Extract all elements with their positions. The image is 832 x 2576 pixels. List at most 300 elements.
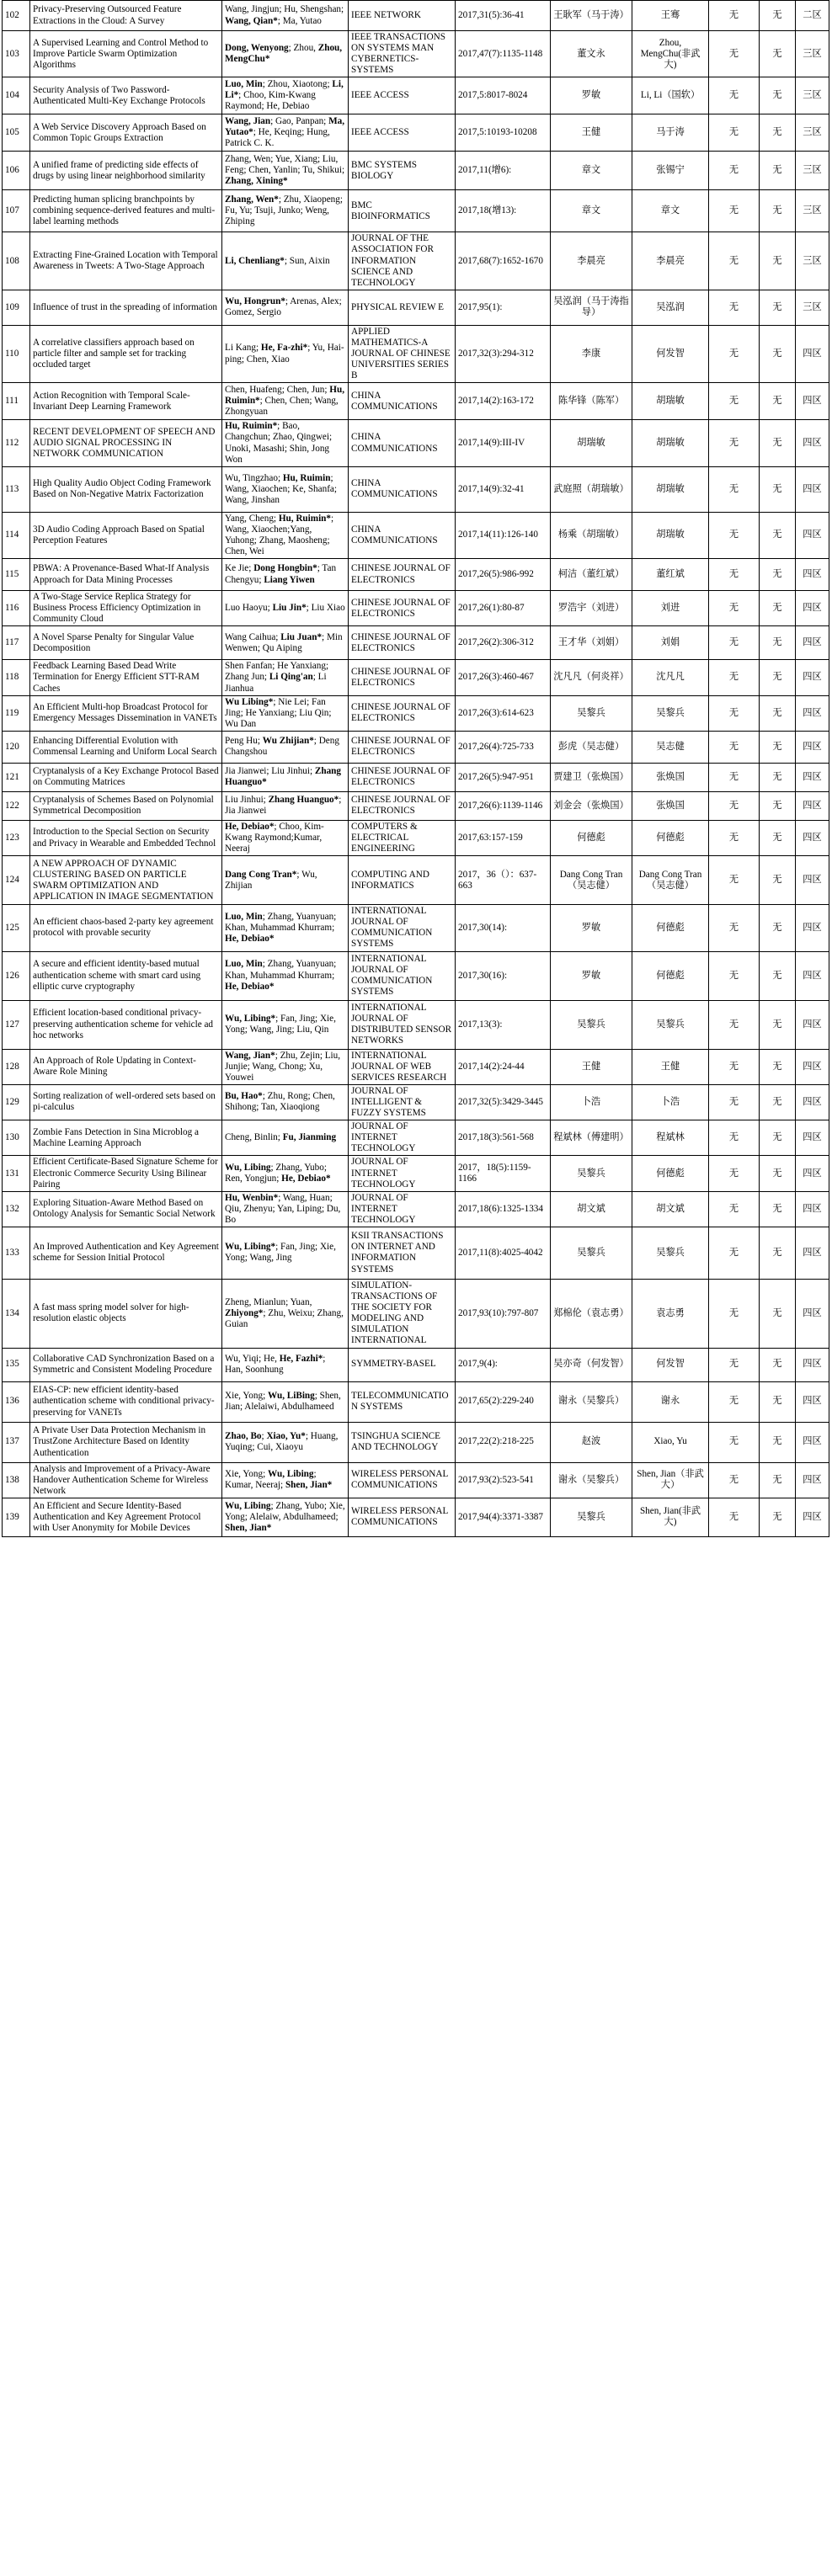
- corresponding-author-cell: 何发智: [632, 1348, 709, 1381]
- author-highlight: Li, Chenliang*: [225, 255, 285, 266]
- paper-title-cell: A correlative classifiers approach based on particle filter and sample set for tracking occluded target: [30, 325, 222, 382]
- author-highlight: Hu, Ruimin*: [225, 421, 278, 432]
- first-author-cell: 王健: [551, 1049, 632, 1084]
- author-text: ; Sun, Aixin: [284, 255, 330, 266]
- authors-cell: [222, 731, 349, 763]
- corresponding-author-cell: 何德彪: [632, 905, 709, 951]
- journal-cell: IEEE TRANSACTIONS ON SYSTEMS MAN CYBERNETICS-SYSTEMS: [349, 31, 456, 77]
- authors-cell: [222, 763, 349, 791]
- author-highlight: Zhao, Bo: [225, 1430, 262, 1441]
- first-author-cell: 吴黎兵: [551, 1227, 632, 1279]
- paper-title-cell: Privacy-Preserving Outsourced Feature Extractions in the Cloud: A Survey: [30, 1, 222, 31]
- jcr-zone-cell: 四区: [796, 1381, 829, 1422]
- journal-cell: INTERNATIONAL JOURNAL OF DISTRIBUTED SENSOR NETWORKS: [349, 1000, 456, 1049]
- paper-title-cell: High Quality Audio Object Coding Framework Based on Non-Negative Matrix Factorization: [30, 466, 222, 512]
- journal-cell: CHINA COMMUNICATIONS: [349, 420, 456, 466]
- publication-rows: [3, 1, 829, 1537]
- flag-cell-2: 无: [760, 420, 796, 466]
- first-author-cell: 柯洁（董红斌）: [551, 559, 632, 591]
- row-number-cell: 115: [3, 559, 30, 591]
- paper-title-cell: A Web Service Discovery Approach Based on Common Topic Groups Extraction: [30, 114, 222, 152]
- authors-cell: [222, 820, 349, 855]
- author-highlight: He, Debiao*: [225, 821, 275, 832]
- author-text: ;: [261, 1430, 267, 1441]
- first-author-cell: 章文: [551, 152, 632, 190]
- author-text: Peng Hu;: [225, 736, 263, 747]
- jcr-zone-cell: 四区: [796, 1000, 829, 1049]
- journal-cell: CHINESE JOURNAL OF ELECTRONICS: [349, 626, 456, 660]
- author-text: ; Gao, Panpan;: [270, 116, 329, 127]
- journal-cell: BMC SYSTEMS BIOLOGY: [349, 152, 456, 190]
- author-text: ; Arenas, Alex; Gomez, Sergio: [225, 296, 342, 318]
- author-highlight: Wu, Libing*: [225, 1242, 276, 1253]
- table-row: [3, 325, 829, 382]
- flag-cell-2: 无: [760, 512, 796, 558]
- journal-cell: INTERNATIONAL JOURNAL OF COMMUNICATION SYSTEMS: [349, 951, 456, 1000]
- flag-cell-2: 无: [760, 466, 796, 512]
- author-highlight: Wu, Libing: [225, 1162, 271, 1173]
- paper-title-cell: Collaborative CAD Synchronization Based on a Symmetric and Consistent Modeling Procedure: [30, 1348, 222, 1381]
- paper-title-cell: Security Analysis of Two Password-Authenticated Multi-Key Exchange Protocols: [30, 77, 222, 114]
- row-number-cell: 138: [3, 1462, 30, 1498]
- row-number-cell: 102: [3, 1, 30, 31]
- corresponding-author-cell: Shen, Jian（非武大）: [632, 1462, 709, 1498]
- row-number-cell: 108: [3, 232, 30, 290]
- journal-cell: TSINGHUA SCIENCE AND TECHNOLOGY: [349, 1422, 456, 1462]
- flag-cell-1: 无: [709, 232, 760, 290]
- jcr-zone-cell: 四区: [796, 325, 829, 382]
- table-row: [3, 1381, 829, 1422]
- author-highlight: Bu, Hao*: [225, 1091, 263, 1102]
- jcr-zone-cell: 四区: [796, 1498, 829, 1536]
- first-author-cell: 罗浩宇（刘进）: [551, 591, 632, 626]
- volume-pages-cell: 2017,26(1):80-87: [456, 591, 551, 626]
- paper-title-cell: A Novel Sparse Penalty for Singular Value Decomposition: [30, 626, 222, 660]
- flag-cell-1: 无: [709, 856, 760, 905]
- corresponding-author-cell: 胡瑞敏: [632, 512, 709, 558]
- first-author-cell: 吴亦奇（何发智）: [551, 1348, 632, 1381]
- volume-pages-cell: 2017,26(3):460-467: [456, 660, 551, 695]
- table-row: [3, 660, 829, 695]
- flag-cell-2: 无: [760, 1462, 796, 1498]
- flag-cell-1: 无: [709, 905, 760, 951]
- jcr-zone-cell: 四区: [796, 791, 829, 820]
- authors-cell: [222, 466, 349, 512]
- flag-cell-1: 无: [709, 559, 760, 591]
- authors-cell: [222, 31, 349, 77]
- row-number-cell: 128: [3, 1049, 30, 1084]
- journal-cell: JOURNAL OF INTERNET TECHNOLOGY: [349, 1120, 456, 1156]
- table-row: [3, 1462, 829, 1498]
- corresponding-author-cell: 张锡宁: [632, 152, 709, 190]
- jcr-zone-cell: 四区: [796, 731, 829, 763]
- table-row: [3, 1191, 829, 1227]
- author-highlight: Wang, Jian: [225, 116, 271, 127]
- corresponding-author-cell: Zhou, MengChu(非武大): [632, 31, 709, 77]
- authors-cell: [222, 951, 349, 1000]
- corresponding-author-cell: 王骞: [632, 1, 709, 31]
- corresponding-author-cell: 何发智: [632, 325, 709, 382]
- flag-cell-1: 无: [709, 1462, 760, 1498]
- journal-cell: CHINESE JOURNAL OF ELECTRONICS: [349, 660, 456, 695]
- journal-cell: INTERNATIONAL JOURNAL OF WEB SERVICES RESEARCH: [349, 1049, 456, 1084]
- flag-cell-2: 无: [760, 1084, 796, 1120]
- author-highlight: Shen, Jian*: [225, 1522, 272, 1533]
- journal-cell: JOURNAL OF INTELLIGENT & FUZZY SYSTEMS: [349, 1084, 456, 1120]
- paper-title-cell: PBWA: A Provenance-Based What-If Analysis Approach for Data Mining Processes: [30, 559, 222, 591]
- journal-cell: APPLIED MATHEMATICS-A JOURNAL OF CHINESE UNIVERSITIES SERIES B: [349, 325, 456, 382]
- author-text: ; Wang, Xiaochen; Ke, Shanfa; Wang, Jinshan: [225, 472, 337, 505]
- first-author-cell: 贾建卫（张焕国）: [551, 763, 632, 791]
- jcr-zone-cell: 四区: [796, 466, 829, 512]
- flag-cell-2: 无: [760, 1422, 796, 1462]
- jcr-zone-cell: 四区: [796, 820, 829, 855]
- author-text: Wu, Tingzhao;: [225, 472, 283, 483]
- corresponding-author-cell: Li, Li（国软）: [632, 77, 709, 114]
- flag-cell-2: 无: [760, 591, 796, 626]
- row-number-cell: 129: [3, 1084, 30, 1120]
- row-number-cell: 122: [3, 791, 30, 820]
- flag-cell-2: 无: [760, 114, 796, 152]
- author-text: Wu, Yiqi; He,: [225, 1353, 280, 1364]
- author-text: ; Kumar, Neeraj;: [225, 1469, 317, 1491]
- paper-title-cell: Predicting human splicing branchpoints by combining sequence-derived features and multi-label learning methods: [30, 190, 222, 232]
- volume-pages-cell: 2017,14(9):32-41: [456, 466, 551, 512]
- volume-pages-cell: 2017,95(1):: [456, 290, 551, 325]
- flag-cell-1: 无: [709, 77, 760, 114]
- author-highlight: Zhou, MengChu*: [225, 43, 343, 65]
- volume-pages-cell: 2017,18(3):561-568: [456, 1120, 551, 1156]
- journal-cell: CHINESE JOURNAL OF ELECTRONICS: [349, 591, 456, 626]
- journal-cell: WIRELESS PERSONAL COMMUNICATIONS: [349, 1498, 456, 1536]
- row-number-cell: 116: [3, 591, 30, 626]
- flag-cell-2: 无: [760, 77, 796, 114]
- first-author-cell: 陈华锋（陈军）: [551, 383, 632, 420]
- row-number-cell: 132: [3, 1191, 30, 1227]
- journal-cell: CHINESE JOURNAL OF ELECTRONICS: [349, 731, 456, 763]
- table-row: [3, 466, 829, 512]
- table-row: [3, 1000, 829, 1049]
- author-highlight: Shen, Jian*: [285, 1480, 333, 1491]
- author-highlight: Hu, Ruimin*: [225, 385, 345, 407]
- flag-cell-2: 无: [760, 905, 796, 951]
- journal-cell: TELECOMMUNICATION SYSTEMS: [349, 1381, 456, 1422]
- author-highlight: Zhang Huanguo*: [268, 795, 339, 806]
- first-author-cell: 沈凡凡（何炎祥）: [551, 660, 632, 695]
- flag-cell-1: 无: [709, 325, 760, 382]
- journal-cell: CHINA COMMUNICATIONS: [349, 383, 456, 420]
- journal-cell: CHINA COMMUNICATIONS: [349, 512, 456, 558]
- flag-cell-2: 无: [760, 856, 796, 905]
- journal-cell: SYMMETRY-BASEL: [349, 1348, 456, 1381]
- corresponding-author-cell: 谢永: [632, 1381, 709, 1422]
- jcr-zone-cell: 四区: [796, 856, 829, 905]
- flag-cell-2: 无: [760, 626, 796, 660]
- publication-table: [2, 0, 829, 1537]
- author-highlight: Li, Li*: [225, 79, 344, 101]
- flag-cell-2: 无: [760, 290, 796, 325]
- author-text: Jia Jianwei; Liu Jinhui;: [225, 766, 315, 777]
- journal-cell: SIMULATION-TRANSACTIONS OF THE SOCIETY FOR MODELING AND SIMULATION INTERNATIONAL: [349, 1279, 456, 1348]
- flag-cell-1: 无: [709, 114, 760, 152]
- paper-title-cell: An Efficient and Secure Identity-Based Authentication and Key Agreement Protocol with User Anonymity for Mobile Devices: [30, 1498, 222, 1536]
- author-text: ; Zhu, Xiaopeng; Fu, Yu; Tsuji, Junko; Weng, Zhiping: [225, 194, 343, 227]
- first-author-cell: 章文: [551, 190, 632, 232]
- row-number-cell: 131: [3, 1156, 30, 1191]
- flag-cell-1: 无: [709, 190, 760, 232]
- journal-cell: COMPUTERS & ELECTRICAL ENGINEERING: [349, 820, 456, 855]
- author-text: ; Zhou,: [288, 43, 318, 54]
- volume-pages-cell: 2017,9(4):: [456, 1348, 551, 1381]
- volume-pages-cell: 2017,13(3):: [456, 1000, 551, 1049]
- volume-pages-cell: 2017,14(9):III-IV: [456, 420, 551, 466]
- first-author-cell: Dang Cong Tran（吴志健）: [551, 856, 632, 905]
- authors-cell: [222, 1120, 349, 1156]
- first-author-cell: 李康: [551, 325, 632, 382]
- table-row: [3, 1227, 829, 1279]
- corresponding-author-cell: 吴黎兵: [632, 1227, 709, 1279]
- volume-pages-cell: 2017,32(3):294-312: [456, 325, 551, 382]
- jcr-zone-cell: 四区: [796, 905, 829, 951]
- author-text: ; Zhu, Rong; Chen, Shihong; Tan, Xiaoqiong: [225, 1091, 335, 1113]
- jcr-zone-cell: 四区: [796, 1422, 829, 1462]
- table-row: [3, 1498, 829, 1536]
- jcr-zone-cell: 三区: [796, 232, 829, 290]
- volume-pages-cell: 2017，36（）：637-663: [456, 856, 551, 905]
- corresponding-author-cell: 胡瑞敏: [632, 383, 709, 420]
- author-text: ; Zhu, Weixu; Zhang, Guian: [225, 1307, 344, 1329]
- journal-cell: IEEE NETWORK: [349, 1, 456, 31]
- corresponding-author-cell: Dang Cong Tran（吴志健）: [632, 856, 709, 905]
- author-text: ; Nie Lei; Fan Jing; He Yanxiang; Liu Qin; Wu Dan: [225, 696, 332, 729]
- volume-pages-cell: 2017,18(增13):: [456, 190, 551, 232]
- volume-pages-cell: 2017,93(10):797-807: [456, 1279, 551, 1348]
- first-author-cell: 程斌林（傅建明）: [551, 1120, 632, 1156]
- row-number-cell: 126: [3, 951, 30, 1000]
- corresponding-author-cell: 程斌林: [632, 1120, 709, 1156]
- author-text: ; Bao, Changchun; Zhao, Qingwei; Unoki, Masashi; Shin, Jong Won: [225, 421, 333, 465]
- first-author-cell: 胡瑞敏: [551, 420, 632, 466]
- row-number-cell: 135: [3, 1348, 30, 1381]
- author-text: ; He, Keqing; Hung, Patrick C. K.: [225, 127, 330, 149]
- authors-cell: [222, 383, 349, 420]
- volume-pages-cell: 2017,11(增6):: [456, 152, 551, 190]
- paper-title-cell: Feedback Learning Based Dead Write Termination for Energy Efficient STT-RAM Caches: [30, 660, 222, 695]
- jcr-zone-cell: 四区: [796, 1279, 829, 1348]
- flag-cell-1: 无: [709, 1498, 760, 1536]
- author-highlight: Hu, Wenbin*: [225, 1192, 279, 1203]
- paper-title-cell: An Efficient Multi-hop Broadcast Protocol for Emergency Messages Dissemination in VANETs: [30, 695, 222, 731]
- author-text: ; Zhang, Yuanyuan; Khan, Muhammad Khurram;: [225, 911, 337, 933]
- first-author-cell: 王健: [551, 114, 632, 152]
- jcr-zone-cell: 四区: [796, 695, 829, 731]
- authors-cell: [222, 114, 349, 152]
- journal-cell: JOURNAL OF INTERNET TECHNOLOGY: [349, 1156, 456, 1191]
- journal-cell: JOURNAL OF THE ASSOCIATION FOR INFORMATION SCIENCE AND TECHNOLOGY: [349, 232, 456, 290]
- row-number-cell: 113: [3, 466, 30, 512]
- first-author-cell: 吴黎兵: [551, 1156, 632, 1191]
- author-highlight: Wu Zhijian*: [262, 736, 314, 747]
- volume-pages-cell: 2017,26(3):614-623: [456, 695, 551, 731]
- author-highlight: Wang, Qian*: [225, 15, 278, 26]
- author-highlight: He, Fazhi*: [279, 1353, 323, 1364]
- flag-cell-1: 无: [709, 1156, 760, 1191]
- table-row: [3, 791, 829, 820]
- authors-cell: [222, 512, 349, 558]
- author-text: ; Yu, Hai-ping; Chen, Xiao: [225, 343, 344, 365]
- volume-pages-cell: 2017,5:10193-10208: [456, 114, 551, 152]
- row-number-cell: 125: [3, 905, 30, 951]
- author-highlight: He, Debiao*: [225, 981, 275, 992]
- flag-cell-1: 无: [709, 420, 760, 466]
- jcr-zone-cell: 四区: [796, 1084, 829, 1120]
- jcr-zone-cell: 四区: [796, 591, 829, 626]
- paper-title-cell: Sorting realization of well-ordered sets based on pi-calculus: [30, 1084, 222, 1120]
- row-number-cell: 121: [3, 763, 30, 791]
- volume-pages-cell: 2017,18(6):1325-1334: [456, 1191, 551, 1227]
- corresponding-author-cell: 李晨亮: [632, 232, 709, 290]
- flag-cell-2: 无: [760, 731, 796, 763]
- table-row: [3, 114, 829, 152]
- flag-cell-1: 无: [709, 820, 760, 855]
- author-highlight: Dong Hongbin*: [253, 563, 317, 574]
- author-text: Chen, Huafeng; Chen, Jun;: [225, 385, 330, 396]
- paper-title-cell: Enhancing Differential Evolution with Commensal Learning and Uniform Local Search: [30, 731, 222, 763]
- paper-title-cell: Cryptanalysis of Schemes Based on Polynomial Symmetrical Decomposition: [30, 791, 222, 820]
- table-row: [3, 290, 829, 325]
- flag-cell-2: 无: [760, 190, 796, 232]
- author-text: Ke Jie;: [225, 563, 254, 574]
- author-highlight: Zhang Huanguo*: [225, 766, 341, 788]
- author-text: Xie, Yong;: [225, 1469, 268, 1480]
- row-number-cell: 133: [3, 1227, 30, 1279]
- flag-cell-2: 无: [760, 1120, 796, 1156]
- corresponding-author-cell: 何德彪: [632, 951, 709, 1000]
- author-text: ; Fan, Jing; Xie, Yong; Wang, Jing: [225, 1242, 336, 1264]
- volume-pages-cell: 2017,47(7):1135-1148: [456, 31, 551, 77]
- jcr-zone-cell: 四区: [796, 559, 829, 591]
- jcr-zone-cell: 二区: [796, 1, 829, 31]
- author-text: Wang, Jingjun; Hu, Shengshan;: [225, 4, 344, 15]
- flag-cell-2: 无: [760, 1049, 796, 1084]
- author-text: Wang Caihua;: [225, 631, 281, 642]
- authors-cell: [222, 695, 349, 731]
- table-row: [3, 232, 829, 290]
- author-text: ; Fan, Jing; Xie, Yong; Wang, Jing; Liu, Qin: [225, 1013, 336, 1035]
- authors-cell: [222, 325, 349, 382]
- author-text: ; Deng Changshou: [225, 736, 339, 758]
- author-highlight: Li Qing'an: [269, 672, 313, 683]
- journal-cell: PHYSICAL REVIEW E: [349, 290, 456, 325]
- corresponding-author-cell: Xiao, Yu: [632, 1422, 709, 1462]
- author-highlight: Liu Jin*: [272, 603, 307, 614]
- journal-cell: KSII TRANSACTIONS ON INTERNET AND INFORMATION SYSTEMS: [349, 1227, 456, 1279]
- authors-cell: [222, 1191, 349, 1227]
- flag-cell-2: 无: [760, 325, 796, 382]
- row-number-cell: 104: [3, 77, 30, 114]
- author-highlight: Zhiyong*: [225, 1307, 264, 1318]
- author-text: ; Chen, Chen; Wang, Zhongyuan: [225, 396, 339, 418]
- authors-cell: [222, 1156, 349, 1191]
- flag-cell-2: 无: [760, 1498, 796, 1536]
- authors-cell: [222, 626, 349, 660]
- first-author-cell: 何德彪: [551, 820, 632, 855]
- row-number-cell: 118: [3, 660, 30, 695]
- paper-title-cell: 3D Audio Coding Approach Based on Spatial Perception Features: [30, 512, 222, 558]
- paper-title-cell: Influence of trust in the spreading of information: [30, 290, 222, 325]
- volume-pages-cell: 2017,32(5):3429-3445: [456, 1084, 551, 1120]
- flag-cell-1: 无: [709, 1049, 760, 1084]
- flag-cell-1: 无: [709, 591, 760, 626]
- jcr-zone-cell: 四区: [796, 660, 829, 695]
- paper-title-cell: Cryptanalysis of a Key Exchange Protocol Based on Commuting Matrices: [30, 763, 222, 791]
- paper-title-cell: Analysis and Improvement of a Privacy-Aware Handover Authentication Scheme for Wireless Network: [30, 1462, 222, 1498]
- jcr-zone-cell: 四区: [796, 420, 829, 466]
- first-author-cell: 吴黎兵: [551, 1000, 632, 1049]
- author-text: ; Liu Xiao: [306, 603, 345, 614]
- author-highlight: Hu, Ruimin*: [278, 513, 331, 524]
- journal-cell: CHINESE JOURNAL OF ELECTRONICS: [349, 559, 456, 591]
- volume-pages-cell: 2017,26(4):725-733: [456, 731, 551, 763]
- volume-pages-cell: 2017,93(2):523-541: [456, 1462, 551, 1498]
- flag-cell-2: 无: [760, 1279, 796, 1348]
- flag-cell-2: 无: [760, 1381, 796, 1422]
- corresponding-author-cell: 胡文斌: [632, 1191, 709, 1227]
- author-text: Shen Fanfan; He Yanxiang; Zhang Jun;: [225, 661, 329, 683]
- corresponding-author-cell: 吴黎兵: [632, 1000, 709, 1049]
- authors-cell: [222, 1000, 349, 1049]
- author-text: Yang, Cheng;: [225, 513, 279, 524]
- flag-cell-2: 无: [760, 1156, 796, 1191]
- paper-title-cell: A Two-Stage Service Replica Strategy for Business Process Efficiency Optimization in Community Cloud: [30, 591, 222, 626]
- author-highlight: Liu Juan*: [280, 631, 323, 642]
- first-author-cell: 罗敏: [551, 905, 632, 951]
- row-number-cell: 127: [3, 1000, 30, 1049]
- jcr-zone-cell: 四区: [796, 763, 829, 791]
- table-row: [3, 820, 829, 855]
- volume-pages-cell: 2017,14(2):163-172: [456, 383, 551, 420]
- table-row: [3, 1422, 829, 1462]
- jcr-zone-cell: 三区: [796, 190, 829, 232]
- paper-title-cell: An Improved Authentication and Key Agreement scheme for Session Initial Protocol: [30, 1227, 222, 1279]
- corresponding-author-cell: 卜浩: [632, 1084, 709, 1120]
- flag-cell-1: 无: [709, 152, 760, 190]
- volume-pages-cell: 2017,26(5):986-992: [456, 559, 551, 591]
- author-text: ; Zhang, Yubo; Ren, Yongjun;: [225, 1162, 327, 1184]
- table-row: [3, 1120, 829, 1156]
- journal-cell: CHINESE JOURNAL OF ELECTRONICS: [349, 791, 456, 820]
- corresponding-author-cell: 章文: [632, 190, 709, 232]
- table-row: [3, 1, 829, 31]
- jcr-zone-cell: 四区: [796, 512, 829, 558]
- author-text: ; Shen, Jian; Alelaiwi, Abdulhameed: [225, 1390, 341, 1413]
- volume-pages-cell: 2017,26(2):306-312: [456, 626, 551, 660]
- authors-cell: [222, 152, 349, 190]
- corresponding-author-cell: 张焕国: [632, 763, 709, 791]
- paper-title-cell: A fast mass spring model solver for high-resolution elastic objects: [30, 1279, 222, 1348]
- table-row: [3, 905, 829, 951]
- paper-title-cell: A NEW APPROACH OF DYNAMIC CLUSTERING BASED ON PARTICLE SWARM OPTIMIZATION AND APPLICATION IN IMAGE SEGMENTATION: [30, 856, 222, 905]
- author-highlight: Wu Libing*: [225, 696, 274, 707]
- flag-cell-1: 无: [709, 1000, 760, 1049]
- authors-cell: [222, 791, 349, 820]
- journal-cell: JOURNAL OF INTERNET TECHNOLOGY: [349, 1191, 456, 1227]
- authors-cell: [222, 190, 349, 232]
- author-highlight: Zhang, Wen*: [225, 194, 279, 205]
- jcr-zone-cell: 三区: [796, 152, 829, 190]
- row-number-cell: 117: [3, 626, 30, 660]
- flag-cell-1: 无: [709, 1279, 760, 1348]
